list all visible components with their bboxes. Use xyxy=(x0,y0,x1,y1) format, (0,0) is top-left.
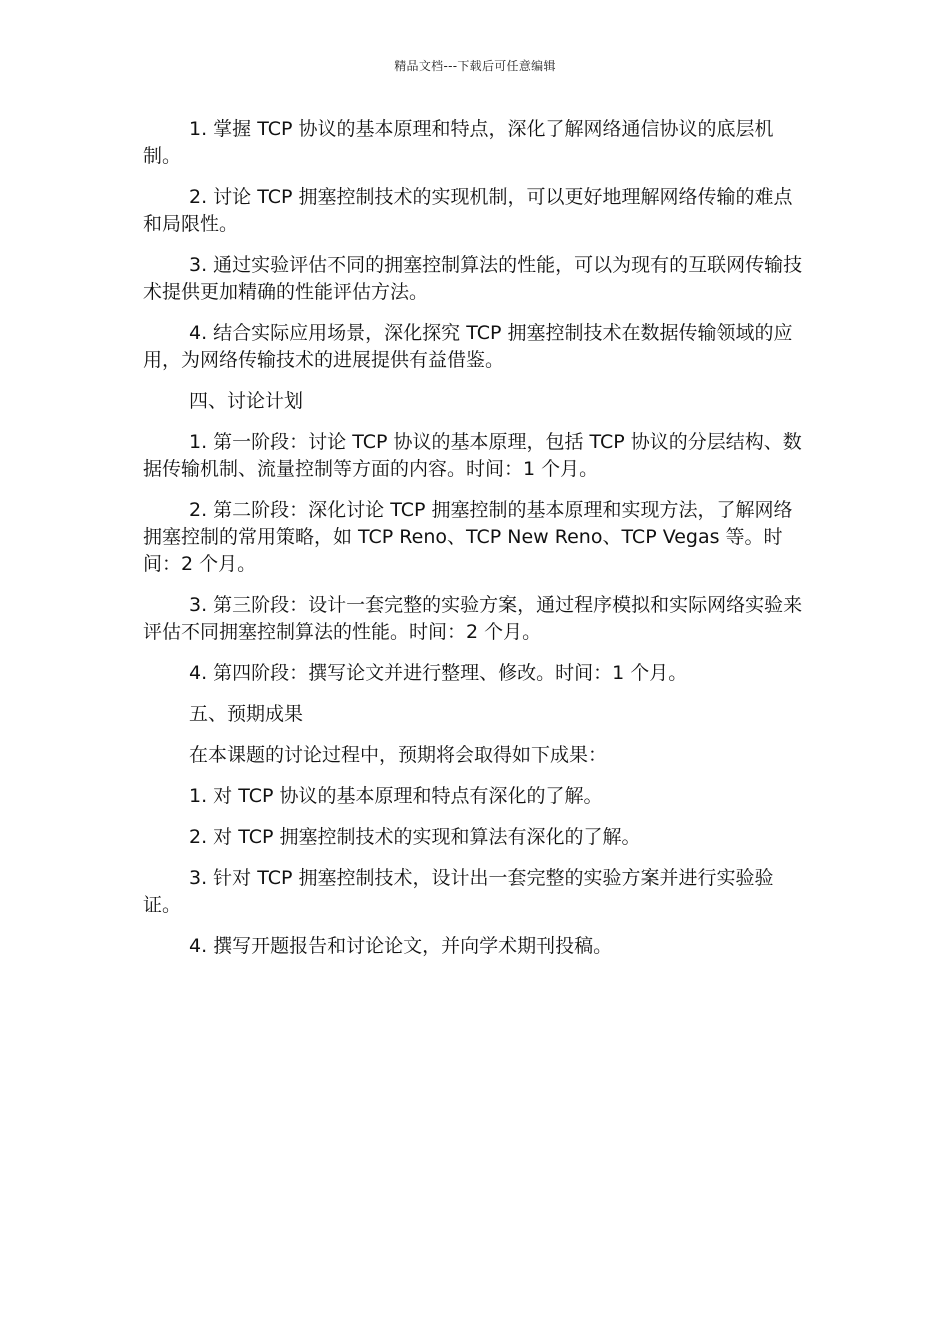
section-heading-plan: 四、讨论计划 xyxy=(189,390,304,412)
plan-stage-4: 4. 第四阶段：撰写论文并进行整理、修改。时间：1 个月。 xyxy=(189,662,688,684)
section-heading-outcomes: 五、预期成果 xyxy=(189,703,304,725)
outcome-3: 3. 针对 TCP 拥塞控制技术，设计出一套完整的实验方案并进行实验验证。 xyxy=(143,867,774,916)
outcome-2: 2. 对 TCP 拥塞控制技术的实现和算法有深化的了解。 xyxy=(189,826,641,848)
outcomes-intro: 在本课题的讨论过程中，预期将会取得如下成果： xyxy=(189,744,608,766)
plan-stage-3: 3. 第三阶段：设计一套完整的实验方案，通过程序模拟和实际网络实验来评估不同拥塞控制算法的性能。时间：2 个月。 xyxy=(143,594,803,643)
plan-stage-2: 2. 第二阶段：深化讨论 TCP 拥塞控制的基本原理和实现方法，了解网络拥塞控制的常用策略，如 TCP Reno、TCP New Reno、TCP Vegas 等。时间：2 个月。 xyxy=(143,499,793,575)
objective-1: 1. 掌握 TCP 协议的基本原理和特点，深化了解网络通信协议的底层机制。 xyxy=(143,118,774,167)
objective-3: 3. 通过实验评估不同的拥塞控制算法的性能，可以为现有的互联网传输技术提供更加精确的性能评估方法。 xyxy=(143,254,803,303)
plan-stage-1: 1. 第一阶段：讨论 TCP 协议的基本原理，包括 TCP 协议的分层结构、数据传输机制、流量控制等方面的内容。时间：1 个月。 xyxy=(143,431,802,480)
outcome-4: 4. 撰写开题报告和讨论论文，并向学术期刊投稿。 xyxy=(189,935,613,957)
objective-2: 2. 讨论 TCP 拥塞控制技术的实现机制，可以更好地理解网络传输的难点和局限性。 xyxy=(143,186,793,235)
page-header: 精品文档---下载后可任意编辑 xyxy=(394,59,556,73)
objective-4: 4. 结合实际应用场景，深化探究 TCP 拥塞控制技术在数据传输领域的应用，为网络传输技术的进展提供有益借鉴。 xyxy=(143,322,793,371)
document-body xyxy=(143,116,805,974)
outcome-1: 1. 对 TCP 协议的基本原理和特点有深化的了解。 xyxy=(189,785,603,807)
